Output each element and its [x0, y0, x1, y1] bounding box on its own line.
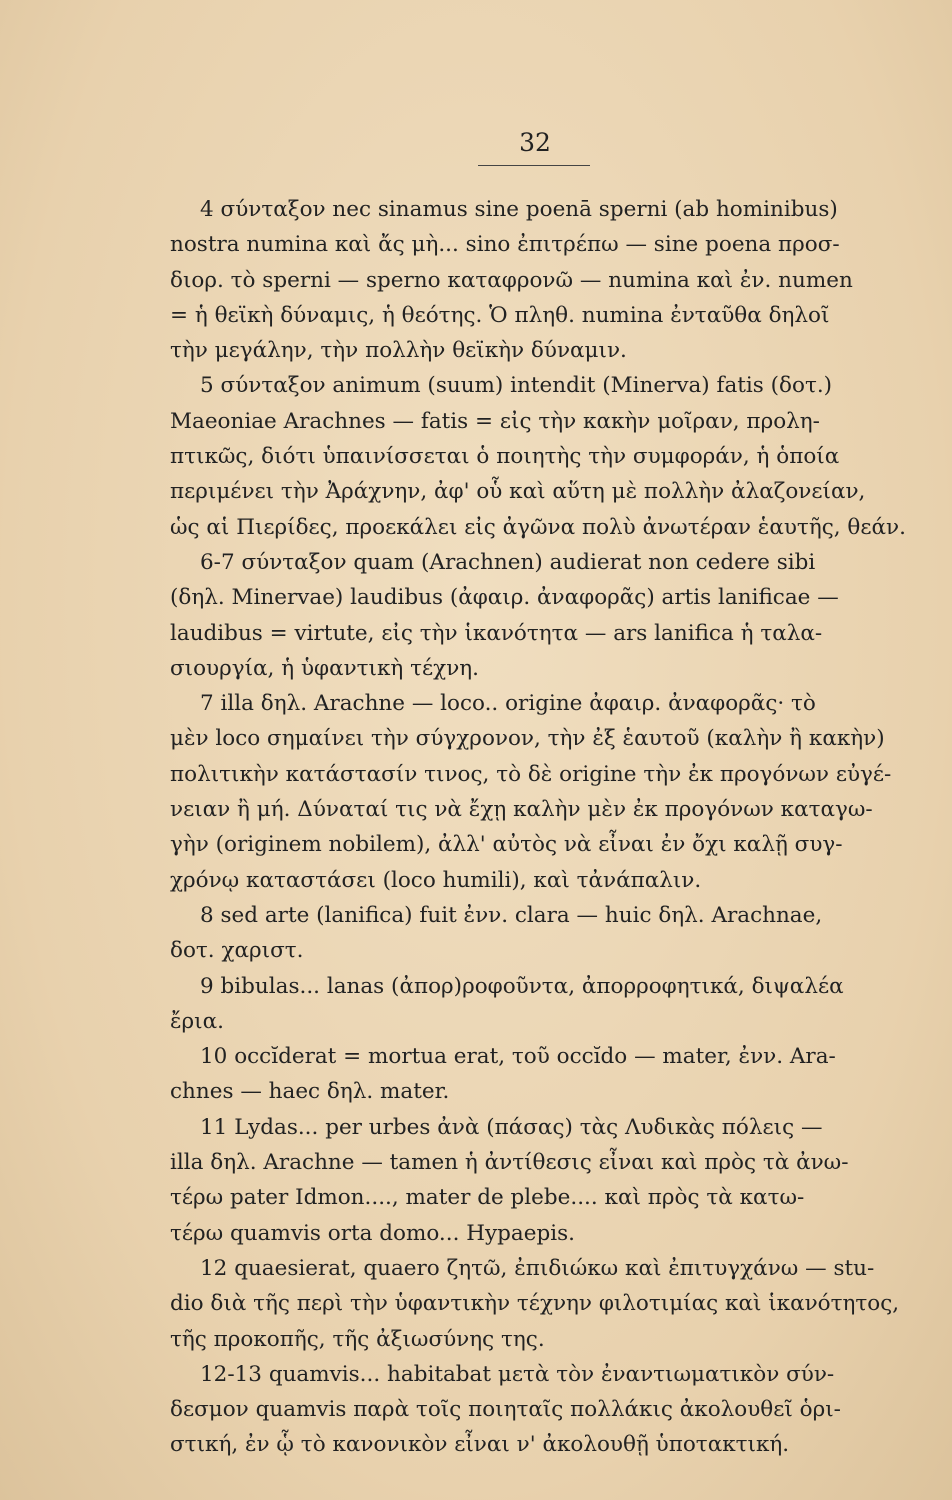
text-line: διορ. τὸ sperni — sperno καταφρονῶ — numina καὶ ἐν. numen [170, 267, 853, 293]
text-line: 4 σύνταξον nec sinamus sine poenā sperni (ab hominibus) [200, 197, 838, 222]
text-line: 5 σύνταξον animum (suum) intendit (Minerva) fatis (δοτ.) [200, 373, 833, 399]
text-line: πολιτικὴν κατάστασίν τινος, τὸ δὲ origine τὴν ἐκ προγόνων εὐγέ- [170, 761, 892, 787]
text-line: χρόνῳ καταστάσει (loco humili), καὶ τἀνάπαλιν. [170, 867, 702, 893]
text-line: δοτ. χαριστ. [170, 938, 304, 964]
text-line: 9 bibulas... lanas (ἀπορ)ροφοῦντα, ἀπορροφητικά, διψαλέα [200, 973, 844, 999]
text-line: nostra numina καὶ ἄς μὴ... sino ἐπιτρέπω — sine poena προσ- [170, 232, 840, 258]
text-line: (δηλ. Minervae) laudibus (ἀφαιρ. ἀναφορᾶς) artis lanificae — [170, 585, 839, 611]
text-line: στική, ἐν ᾧ τὸ κανονικὸν εἶναι ν' ἀκολουθῇ ὑποτακτική. [170, 1432, 790, 1458]
text-line: τῆς προκοπῆς, τῆς ἀξιωσύνης της. [170, 1326, 545, 1352]
text-line: 6-7 σύνταξον quam (Arachnen) audierat non cedere sibi [200, 549, 816, 575]
text-line: γὴν (originem nobilem), ἀλλ' αὐτὸς νὰ εἶναι ἐν ὄχι καλῇ συγ- [170, 832, 843, 858]
text-line: ὡς αἱ Πιερίδες, προεκάλει εἰς ἀγῶνα πολὺ ἀνωτέραν ἑαυτῆς, θεάν. [170, 514, 906, 540]
text-line: = ἡ θεϊκὴ δύναμις, ἡ θεότης. Ὁ πληθ. numina ἐνταῦθα δηλοῖ [170, 302, 830, 328]
text-line: σιουργία, ἡ ὑφαντικὴ τέχνη. [170, 655, 479, 681]
text-line: 11 Lydas... per urbes ἀνὰ (πάσας) τὰς Λυδικὰς πόλεις — [200, 1114, 823, 1140]
text-line: 12 quaesierat, quaero ζητῶ, ἐπιδιώκω καὶ ἐπιτυγχάνω — stu- [200, 1255, 875, 1281]
text-line: δεσμον quamvis παρὰ τοῖς ποιηταῖς πολλάκις ἀκολουθεῖ ὁρι- [170, 1397, 841, 1423]
text-line: ἔρια. [170, 1008, 224, 1034]
text-line: 12-13 quamvis... habitabat μετὰ τὸν ἐναντιωματικὸν σύν- [200, 1361, 835, 1387]
text-line: μὲν loco σημαίνει τὴν σύγχρονον, τὴν ἐξ ἑαυτοῦ (καλὴν ἢ κακὴν) [170, 726, 885, 752]
text-line: dio διὰ τῆς περὶ τὴν ὑφαντικὴν τέχνην φιλοτιμίας καὶ ἱκανότητος, [170, 1291, 900, 1317]
text-line: τέρω pater Idmon...., mater de plebe.... καὶ πρὸς τὰ κατω- [170, 1185, 805, 1211]
commentary-text [170, 192, 906, 1463]
text-line: 8 sed arte (lanifica) fuit ἐνν. clara — huic δηλ. Arachnae, [200, 902, 823, 928]
text-line: νειαν ἢ μή. Δύναταί τις νὰ ἔχῃ καλὴν μὲν ἐκ προγόνων καταγω- [170, 797, 873, 823]
page-number: 32 [519, 128, 551, 157]
text-line: 7 illa δηλ. Arachne — loco.. origine ἀφαιρ. ἀναφορᾶς· τὸ [200, 691, 816, 717]
text-line: τέρω quamvis orta domo... Hypaepis. [170, 1220, 575, 1246]
text-line: πτικῶς, διότι ὑπαινίσσεται ὁ ποιητὴς τὴν συμφοράν, ἡ ὁποία [170, 444, 840, 470]
header-rule [478, 165, 590, 166]
text-line: 10 occĭderat = mortua erat, τοῦ occĭdo — mater, ἐνν. Ara- [200, 1044, 836, 1070]
text-line: chnes — haec δηλ. mater. [170, 1079, 450, 1105]
text-line: τὴν μεγάλην, τὴν πολλὴν θεϊκὴν δύναμιν. [170, 338, 627, 364]
text-line: Maeoniae Arachnes — fatis = εἰς τὴν κακὴν μοῖραν, προλη- [170, 408, 820, 434]
text-line: laudibus = virtute, εἰς τὴν ἱκανότητα — ars lanifica ἡ ταλα- [170, 620, 823, 646]
text-line: περιμένει τὴν Ἀράχνην, ἀφ' οὗ καὶ αὕτη μὲ πολλὴν ἀλαζονείαν, [170, 479, 866, 505]
text-line: illa δηλ. Arachne — tamen ἡ ἀντίθεσις εἶναι καὶ πρὸς τὰ ἀνω- [170, 1150, 849, 1176]
